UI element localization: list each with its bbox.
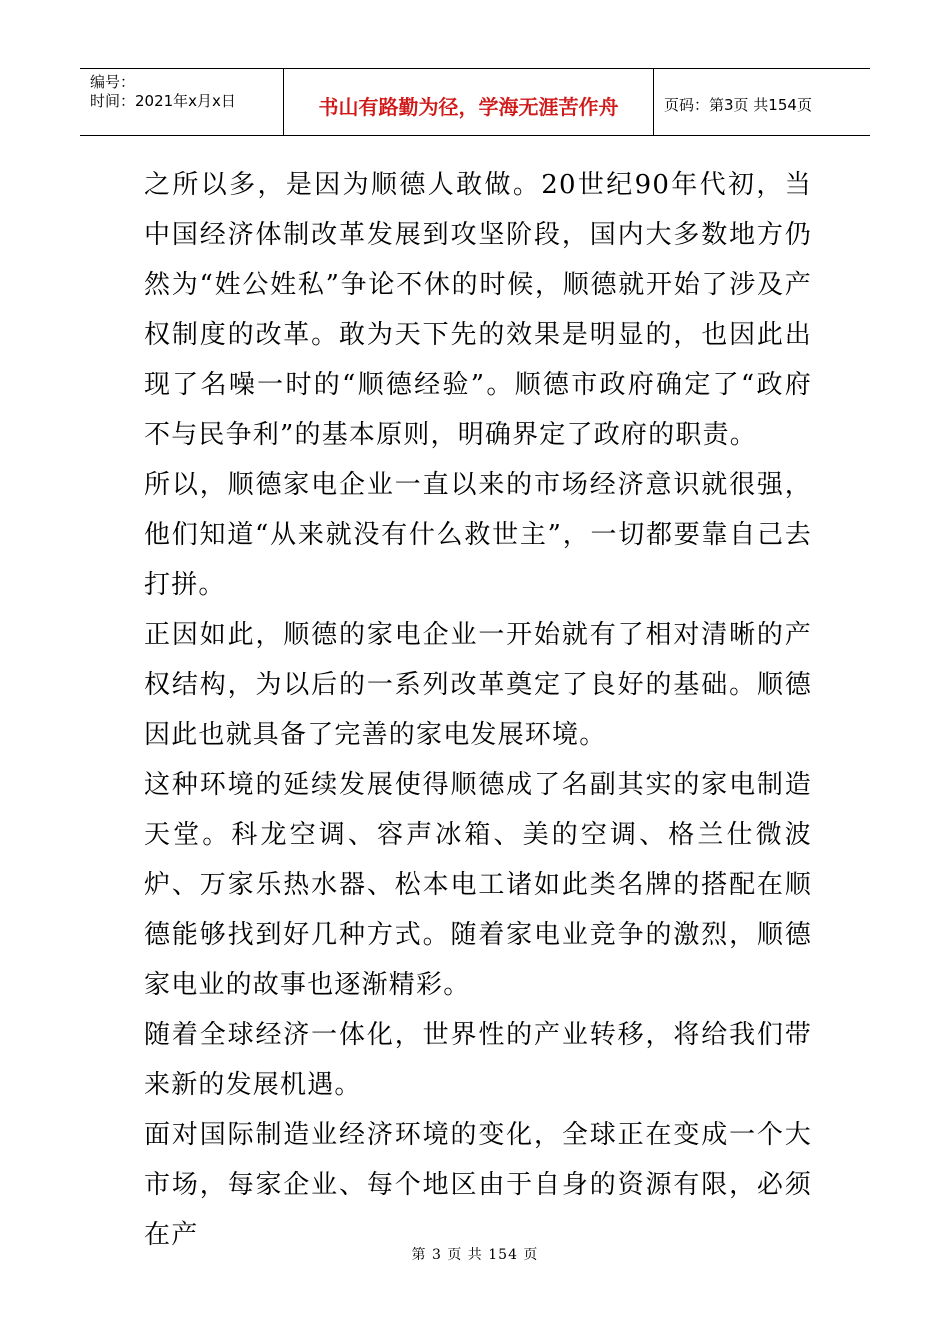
paragraph: 面对国际制造业经济环境的变化，全球正在变成一个大市场，每家企业、每个地区由于自身的资源有限，必须在产 [144,1120,812,1250]
date-label: 时间：2021年x月x日 [90,92,236,110]
paragraph: 所以，顺德家电企业一直以来的市场经济意识就很强，他们知道“从来就没有什么救世主”，一切都要靠自己去打拼。 [144,470,812,600]
header-motto-cell [284,69,654,135]
paragraph: 这种环境的延续发展使得顺德成了名副其实的家电制造天堂。科龙空调、容声冰箱、美的空调、格兰仕微波炉、万家乐热水器、松本电工诸如此类名牌的搭配在顺德能够找到好几种方式。随着家电业竞争的激烈，顺德家电业的故事也逐渐精彩。 [144,770,812,1000]
paragraph: 随着全球经济一体化，世界性的产业转移，将给我们带来新的发展机遇。 [144,1020,812,1100]
header-page-info: 页码：第3页 共154页 [664,95,812,114]
page-footer [0,1244,950,1264]
motto-text: 书山有路勤为径，学海无涯苦作舟 [318,94,619,119]
page-header [80,68,870,136]
header-page-cell [654,69,870,135]
paragraph: 之所以多，是因为顺德人敢做。20世纪90年代初，当中国经济体制改革发展到攻坚阶段，国内大多数地方仍然为“姓公姓私”争论不休的时候，顺德就开始了涉及产权制度的改革。敢为天下先的效果是明显的，也因此出现了名噪一时的“顺德经验”。顺德市政府确定了“政府不与民争利”的基本原则，明确界定了政府的职责。 [144,170,812,450]
header-meta-cell [80,69,284,135]
footer-page-number: 第 3 页 共 154 页 [411,1247,539,1263]
paragraph: 正因如此，顺德的家电企业一开始就有了相对清晰的产权结构，为以后的一系列改革奠定了良好的基础。顺德因此也就具备了完善的家电发展环境。 [144,620,812,750]
serial-number-label: 编号： [90,73,136,91]
document-body [144,160,812,1260]
